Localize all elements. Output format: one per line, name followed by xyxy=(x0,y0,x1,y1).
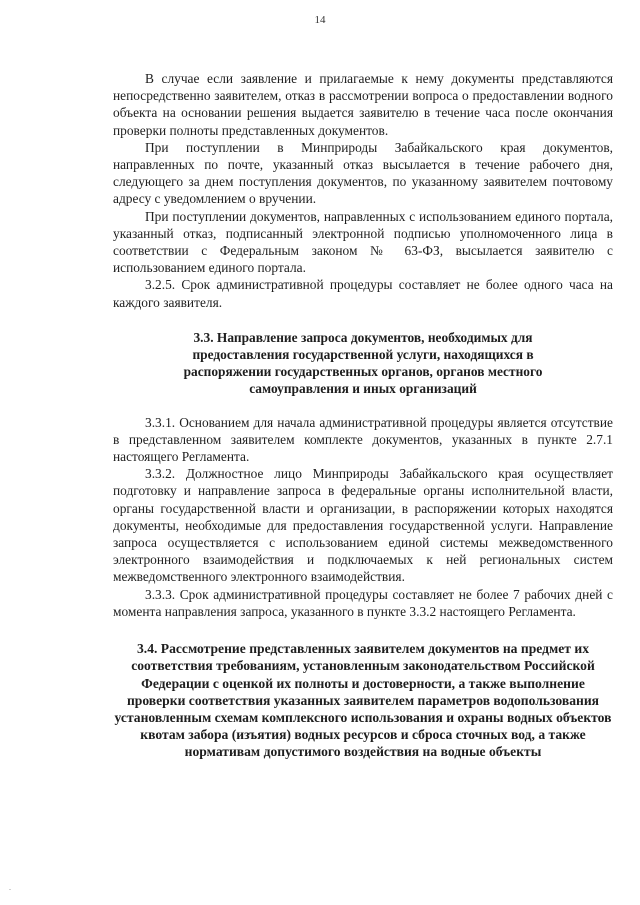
section-3-4-heading: 3.4. Рассмотрение представленных заявителем документов на предмет их соответствия требованиям, установленным законодательством Российской Федерации с оценкой их полноты и достоверности, а также выполнение проверки соответствия указанных заявителем параметров водопользования установленным схемам комплексного использования и охраны водных объектов квотам забора (изъятия) водных ресурсов и сброса сточных вод, а также нормативам допустимого воздействия на водные объекты xyxy=(114,641,612,760)
paragraph-refusal-by-mail: При поступлении в Минприроды Забайкальского края документов, направленных по почте, указанный отказ высылается в течение рабочего дня, следующего за днем поступления документов, по указанному заявителем почтовому адресу с уведомлением о вручении. xyxy=(113,139,613,207)
scan-margin-mark: . xyxy=(9,883,11,892)
paragraph-refusal-in-person: В случае если заявление и прилагаемые к нему документы представляются непосредственно заявителем, отказ в рассмотрении вопроса о предоставлении водного объекта на основании решения выдается заявителю в течение часа после окончания проверки полноты представленных документов. xyxy=(113,71,613,138)
document-body xyxy=(113,70,613,761)
paragraph-3-2-5: 3.2.5. Срок административной процедуры составляет не более одного часа на каждого заявителя. xyxy=(113,277,613,310)
paragraph-3-3-3: 3.3.3. Срок административной процедуры составляет не более 7 рабочих дней с момента направления запроса, указанного в пункте 3.3.2 настоящего Регламента. xyxy=(113,586,613,619)
paragraph-3-3-1: 3.3.1. Основанием для начала административной процедуры является отсутствие в представленном заявителем комплекте документов, указанных в пункте 2.7.1 настоящего Регламента. xyxy=(113,414,613,465)
paragraph-refusal-via-portal: При поступлении документов, направленных с использованием единого портала, указанный отказ, подписанный электронной подписью уполномоченного лица в соответствии с Федеральным законом № 63-ФЗ, высылается заявителю с использованием единого портала. xyxy=(113,208,613,276)
paragraph-3-3-2: 3.3.2. Должностное лицо Минприроды Забайкальского края осуществляет подготовку и направление запроса в федеральные органы исполнительной власти, органы государственной власти и организации, в распоряжении которых находятся документы, необходимые для предоставления государственной услуги. Направление запроса осуществляется с использованием единой системы межведомственного электронного взаимодействия и подключаемых к ней региональных систем межведомственного электронного взаимодействия. xyxy=(113,466,613,585)
page-number: 14 xyxy=(314,14,326,26)
section-3-3-heading: 3.3. Направление запроса документов, необходимых для предоставления государственной услуги, находящихся в распоряжении государственных органов, органов местного самоуправления и иных организаций xyxy=(183,329,543,397)
